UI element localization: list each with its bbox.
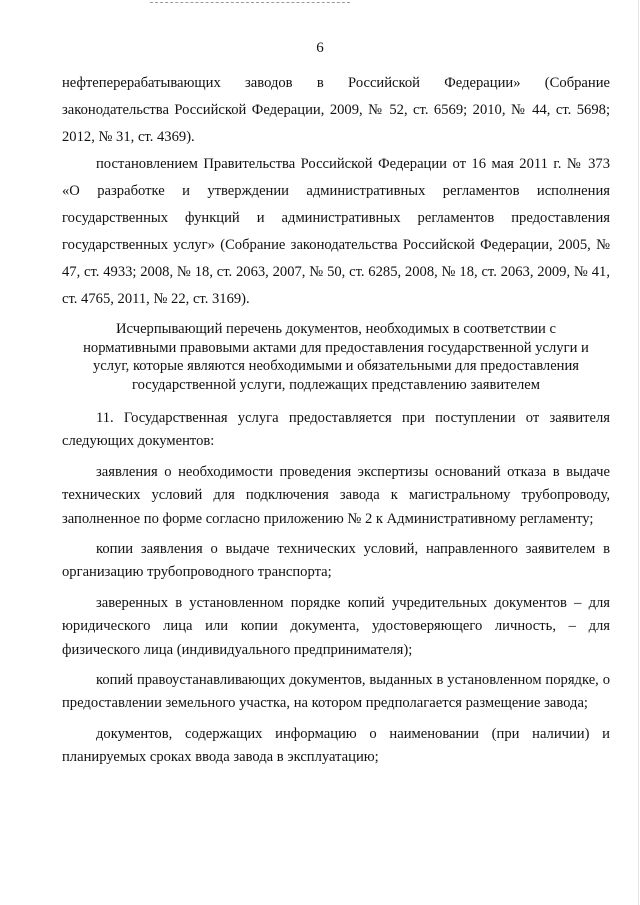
top-text-block [62, 70, 610, 313]
scan-edge-top [150, 2, 350, 3]
list-item: копий правоустанавливающих документов, выданных в установленном порядке, о предоставлении земельного участка, на котором предполагается размещение завода; [62, 672, 610, 712]
list-item: копии заявления о выдаче технических условий, направленного заявителем в организацию трубопроводного транспорта; [62, 541, 610, 581]
scan-edge-right [638, 0, 639, 905]
list-item: заверенных в установленном порядке копий учредительных документов – для юридического лица или копии документа, удостоверяющего личность, – для физического лица (индивидуального предпринимателя); [62, 594, 610, 658]
list-item: заявления о необходимости проведения экспертизы оснований отказа в выдаче технических условий для подключения завода к магистральному трубопроводу, заполненное по форме согласно приложению № 2 к Административному регламенту; [62, 463, 610, 527]
section-heading: Исчерпывающий перечень документов, необходимых в соответствии с нормативными правовыми актами для предоставления государственной услуги и услуг, которые являются необходимыми и обязательными для предоставления государственной услуги, подлежащих представлению заявителем [83, 321, 589, 393]
list-item: документов, содержащих информацию о наименовании (при наличии) и планируемых сроках ввода завода в эксплуатацию; [62, 725, 610, 766]
paragraph-continuation: нефтеперерабатывающих заводов в Российской Федерации» (Собрание законодательства Российской Федерации, 2009, № 52, ст. 6569; 2010, № 44, ст. 5698; 2012, № 31, ст. 4369). [62, 75, 610, 145]
page-number: 6 [316, 40, 324, 56]
clause-11: 11. Государственная услуга предоставляется при поступлении от заявителя следующих документов: [62, 410, 610, 450]
paragraph-resolution-373: постановлением Правительства Российской Федерации от 16 мая 2011 г. № 373 «О разработке и утверждении административных регламентов исполнения государственных функций и административных регламентов предоставления государственных услуг» (Собрание законодательства Российской Федерации, 2005, № 47, ст. 4933; 2008, № 18, ст. 2063, 2007, № 50, ст. 6285, 2008, № 18, ст. 2063, 2009, № 41, ст. 4765, 2011, № 22, ст. 3169). [62, 156, 610, 307]
documents-list-block [62, 407, 610, 777]
